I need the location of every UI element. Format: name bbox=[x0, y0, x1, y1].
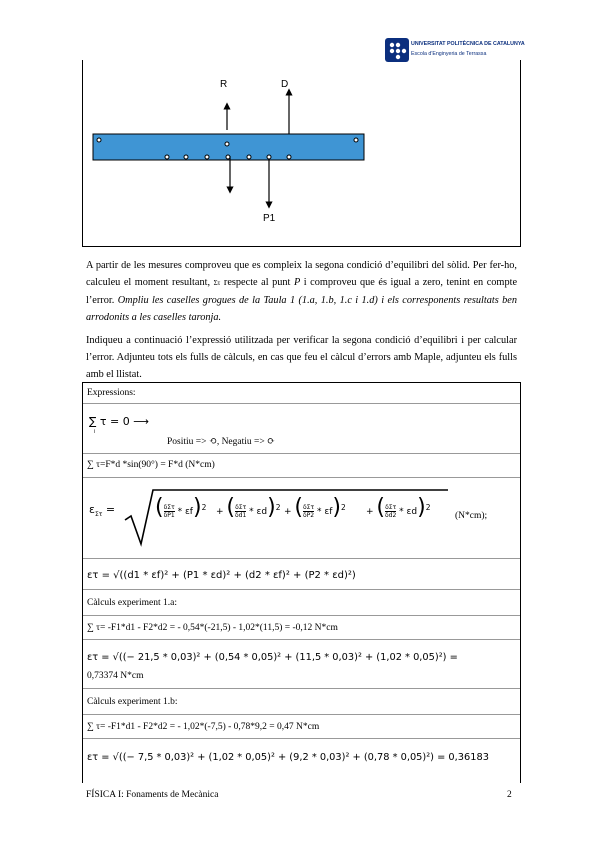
label-p1: P1 bbox=[263, 213, 276, 224]
error-term-4: + ( δΣτ δd2 * εd)$^2$ bbox=[366, 495, 431, 520]
pivot-hole bbox=[247, 155, 251, 159]
university-name: UNIVERSITAT POLITÈCNICA DE CATALUNYA bbox=[411, 41, 525, 47]
sum-subscript: i bbox=[94, 429, 96, 435]
pivot-hole bbox=[354, 138, 358, 142]
footer-title: FÍSICA I: Fonaments de Mecànica bbox=[86, 790, 219, 800]
sign-convention: Positiu => ⟲, Negatiu => ⟳ bbox=[167, 437, 276, 447]
exp1b-error: ετ = √((− 7,5 * 0,03)² + (1,02 * 0,05)² + (9,2 * 0,03)² + (0,78 * 0,05)²) = 0,36183 bbox=[87, 752, 489, 763]
equilibrium-condition: ∑ τ = 0 ⟶ bbox=[89, 415, 150, 428]
paragraph1-italic: Ompliu les caselles grogues de la Taula 1 (1.a, 1.b, 1.c i 1.d) i els corresponents resultats ben arrodonits a les caselles taronja. bbox=[86, 295, 517, 323]
exp1a-sum: ∑ τ= -F1*d1 - F2*d2 = - 0,54*(-21,5) - 1,02*(11,5) = -0,12 N*cm bbox=[87, 623, 338, 633]
school-name: Escola d'Enginyeria de Terrassa bbox=[411, 51, 487, 57]
paragraph1-text: A partir de les mesures comproveu que es compleix la segona condició d’equilibri del sòlid. Per fer-ho, calculeu el moment resultant, bbox=[86, 260, 517, 288]
pivot-hole bbox=[184, 155, 188, 159]
exp1a-heading: Càlculs experiment 1.a: bbox=[87, 598, 177, 608]
simple-error-formula: ετ = √((d1 * εf)² + (P1 * εd)² + (d2 * εf)² + (P2 * εd)²) bbox=[87, 570, 356, 581]
pivot-hole bbox=[267, 155, 271, 159]
exp1a-error: ετ = √((− 21,5 * 0,03)² + (0,54 * 0,05)² + (11,5 * 0,03)² + (1,02 * 0,05)²) = bbox=[87, 652, 458, 663]
label-d: D bbox=[281, 79, 289, 90]
exp1a-result: 0,73374 N*cm bbox=[87, 671, 144, 681]
error-term-2: + ( δΣτ δd1 * εd)$^2$ bbox=[216, 495, 281, 520]
paragraph1-text-b: respecte al punt bbox=[223, 277, 291, 288]
pivot-hole bbox=[225, 142, 229, 146]
pivot-hole bbox=[287, 155, 291, 159]
error-symbol: $\varepsilon_{\Sigma\tau}$ = bbox=[89, 503, 116, 519]
beam-diagram bbox=[83, 60, 520, 246]
upc-logo-icon bbox=[385, 38, 409, 62]
page-number: 2 bbox=[507, 790, 512, 800]
point-label: P bbox=[293, 277, 301, 288]
paragraph1-text-c: i comproveu que és igual a zero, tenint en compte l’error. bbox=[86, 277, 518, 306]
exp1b-sum: ∑ τ= -F1*d1 - F2*d2 = - 1,02*(-7,5) - 0,78*9,2 = 0,47 N*cm bbox=[87, 722, 320, 732]
expressions-heading: Expressions: bbox=[87, 388, 136, 398]
pivot-hole bbox=[205, 155, 209, 159]
paragraph-maple: Indiqueu a continuació l’expressió utilitzada per verificar la segona condició d’equilibri i per calcular l’error. Adjunteu tots els fulls de càlculs, en cas que feu el càlcul d’errors amb Maple, adjunteu els fulls amb el llistat. bbox=[86, 335, 517, 380]
error-term-3: + ( δΣτ δP2 * εf)$^2$ bbox=[284, 495, 346, 520]
paragraph-instructions bbox=[86, 257, 517, 326]
pivot-hole bbox=[97, 138, 101, 142]
force-diagram bbox=[82, 60, 521, 247]
error-term-1: ( δΣτ δP1 * εf)$^2$ bbox=[155, 495, 207, 520]
exp1b-heading: Càlculs experiment 1.b: bbox=[87, 697, 178, 707]
moment-symbol: Στ bbox=[213, 279, 221, 287]
error-units: (N*cm); bbox=[455, 511, 488, 521]
pivot-hole bbox=[165, 155, 169, 159]
expressions-box bbox=[82, 382, 521, 783]
moment-formula: ∑ τ=F*d *sin(90°) = F*d (N*cm) bbox=[87, 460, 215, 470]
label-r: R bbox=[220, 79, 228, 90]
